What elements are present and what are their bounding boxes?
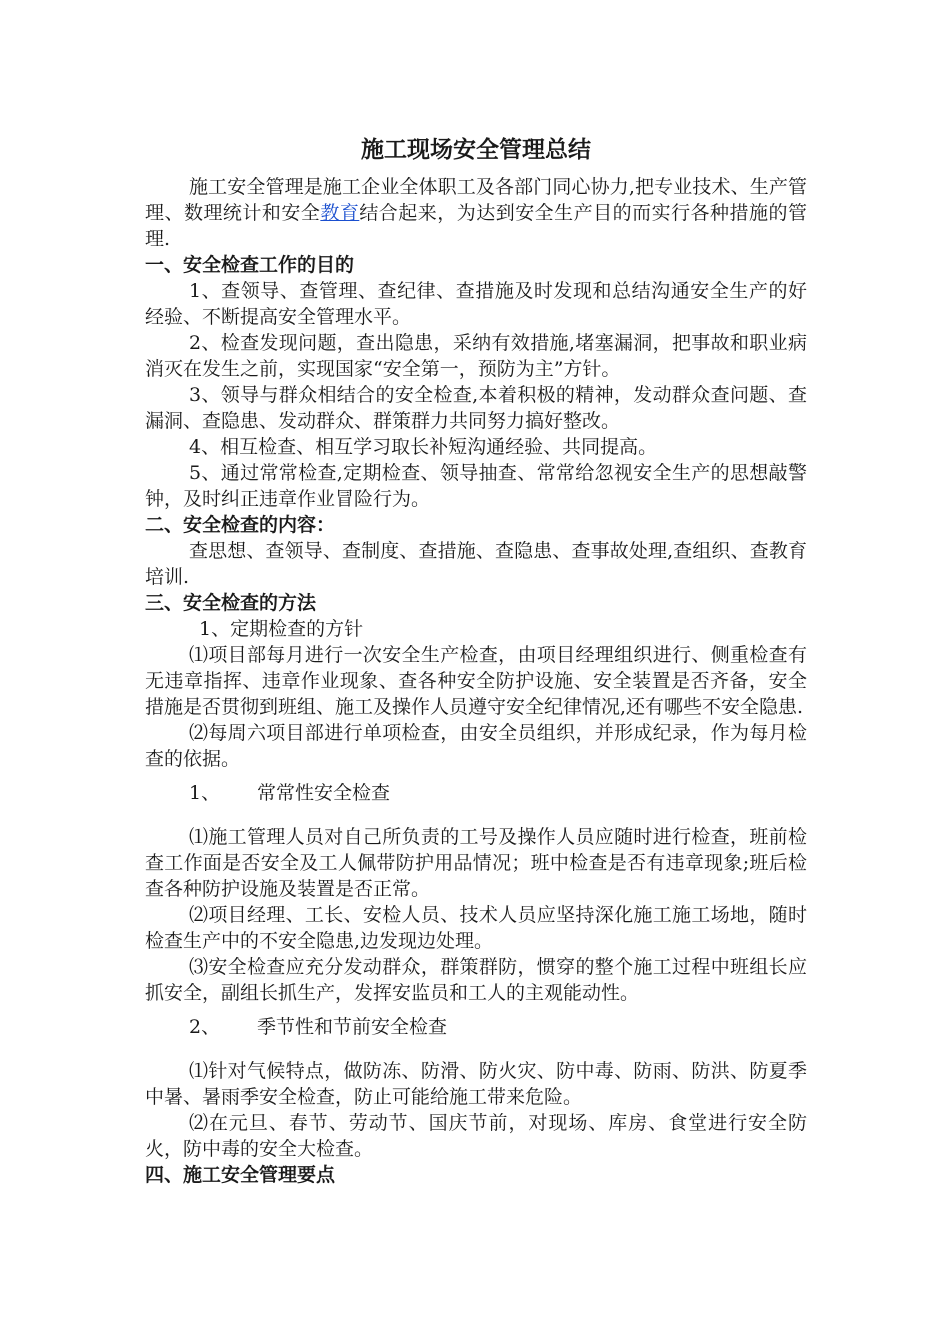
intro-text-after: 结合起来，为达到安全生产目的而实行各种措施的管理. bbox=[145, 202, 807, 250]
section1-heading: 一、安全检查工作的目的 bbox=[145, 254, 355, 276]
section2-heading: 二、安全检查的内容： bbox=[145, 514, 336, 536]
section3-sub2-title: 常常性安全检查 bbox=[257, 782, 391, 804]
section1-item: 5、通过常常检查,定期检查、领导抽查、常常给忽视安全生产的思想敲警钟，及时纠正违章作业冒险行为。 bbox=[145, 462, 807, 510]
section3-sub1-item: ⑵每周六项目部进行单项检查，由安全员组织，并形成纪录，作为每月检查的依据。 bbox=[145, 722, 807, 770]
section3-heading: 三、安全检查的方法 bbox=[145, 592, 317, 614]
section3-sub3-title: 季节性和节前安全检查 bbox=[257, 1016, 448, 1038]
section3-sub3-heading bbox=[145, 1014, 807, 1040]
section3-sub2-number: 1、 bbox=[189, 782, 221, 804]
section1-item: 1、查领导、查管理、查纪律、查措施及时发现和总结沟通安全生产的好经验、不断提高安全管理水平。 bbox=[145, 280, 807, 328]
section3-sub1-heading: 1、定期检查的方针 bbox=[199, 618, 364, 640]
section3-sub2-heading bbox=[145, 780, 807, 806]
section3-sub3-number: 2、 bbox=[189, 1016, 221, 1038]
education-link[interactable]: 教育 bbox=[320, 202, 360, 224]
section3-sub2-item: ⑵项目经理、工长、安检人员、技术人员应坚持深化施工施工场地，随时检查生产中的不安全隐患,边发现边处理。 bbox=[145, 904, 807, 952]
section2-text: 查思想、查领导、查制度、查措施、查隐患、查事故处理,查组织、查教育培训. bbox=[145, 540, 807, 588]
document-page bbox=[145, 128, 807, 1188]
document-title: 施工现场安全管理总结 bbox=[361, 136, 591, 163]
section3-sub3-item: ⑵在元旦、春节、劳动节、国庆节前，对现场、库房、食堂进行安全防火，防中毒的安全大检查。 bbox=[145, 1112, 807, 1160]
section3-sub1-item: ⑴项目部每月进行一次安全生产检查，由项目经理组织进行、侧重检查有无违章指挥、违章作业现象、查各种安全防护设施、安全装置是否齐备，安全措施是否贯彻到班组、施工及操作人员遵守安全纪律情况,还有哪些不安全隐患. bbox=[145, 644, 807, 718]
intro-paragraph bbox=[145, 174, 807, 252]
section1-item: 2、检查发现问题，查出隐患，采纳有效措施,堵塞漏洞，把事故和职业病消灭在发生之前，实现国家“安全第一，预防为主”方针。 bbox=[145, 332, 807, 380]
section1-item: 3、领导与群众相结合的安全检查,本着积极的精神，发动群众查问题、查漏洞、查隐患、发动群众、群策群力共同努力搞好整改。 bbox=[145, 384, 807, 432]
section1-item: 4、相互检查、相互学习取长补短沟通经验、共同提高。 bbox=[189, 436, 658, 458]
section3-sub2-item: ⑶安全检查应充分发动群众，群策群防，惯穿的整个施工过程中班组长应抓安全，副组长抓生产，发挥安监员和工人的主观能动性。 bbox=[145, 956, 807, 1004]
intro-text-before: 施工安全管理是施工企业全体职工及各部门同心协力,把专业技术、生产管理、数理统计和安全 bbox=[145, 176, 807, 224]
section3-sub2-item: ⑴施工管理人员对自己所负责的工号及操作人员应随时进行检查，班前检查工作面是否安全及工人佩带防护用品情况；班中检查是否有违章现象;班后检查各种防护设施及装置是否正常。 bbox=[145, 826, 807, 900]
section3-sub3-item: ⑴针对气候特点，做防冻、防滑、防火灾、防中毒、防雨、防洪、防夏季中暑、暑雨季安全检查，防止可能给施工带来危险。 bbox=[145, 1060, 807, 1108]
section4-heading: 四、施工安全管理要点 bbox=[145, 1164, 336, 1186]
